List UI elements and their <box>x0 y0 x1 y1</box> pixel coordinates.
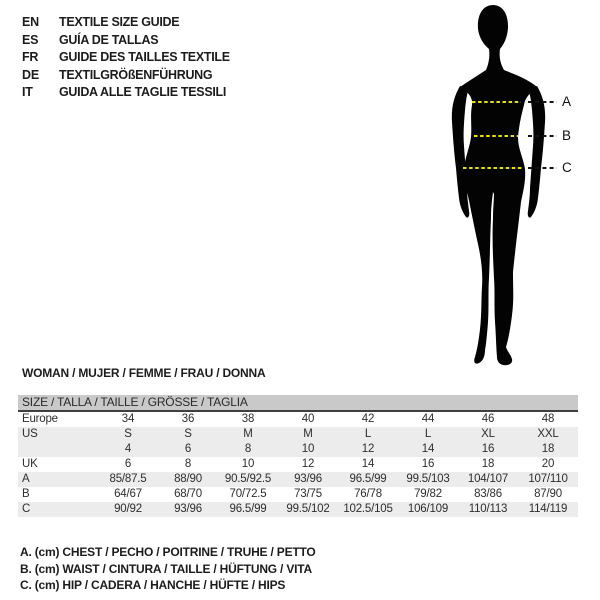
size-cell: 87/90 <box>534 488 562 500</box>
language-code: EN <box>22 15 39 29</box>
size-table-header: SIZE / TALLA / TAILLE / GRÖSSE / TAGLIA <box>18 395 578 412</box>
language-code: FR <box>22 50 39 64</box>
woman-silhouette <box>440 0 600 375</box>
size-cell: 114/119 <box>528 503 568 515</box>
hip-measure-label: C <box>562 160 572 175</box>
size-cell: 90/92 <box>114 503 142 515</box>
size-cell: 64/67 <box>114 488 142 500</box>
language-title: GUIDA ALLE TAGLIE TESSILI <box>59 85 227 99</box>
language-row <box>22 84 230 102</box>
language-title: TEXTILGRÖßENFÜHRUNG <box>59 67 213 82</box>
size-cell: 90.5/92.5 <box>224 473 272 485</box>
language-code: DE <box>22 67 39 82</box>
size-table-body <box>18 412 578 517</box>
size-cell: 93/96 <box>174 503 202 515</box>
silhouette-body <box>460 5 537 365</box>
row-label: Europe <box>22 413 58 425</box>
size-cell: 14 <box>421 443 435 455</box>
size-cell: 14 <box>361 458 375 470</box>
size-cell: 104/107 <box>467 473 509 485</box>
row-label: US <box>22 428 38 440</box>
measure-legend <box>20 544 316 594</box>
size-cell: 99.5/103 <box>406 473 450 485</box>
language-code: ES <box>22 32 39 47</box>
silhouette-left-arm <box>452 86 469 218</box>
row-label <box>18 442 98 457</box>
table-row <box>18 472 578 487</box>
language-title-block <box>22 14 230 102</box>
size-cell: 93/96 <box>294 473 322 485</box>
size-cell: 46 <box>481 413 495 425</box>
size-cell: 96.5/99 <box>229 503 267 515</box>
size-cell: 36 <box>181 413 195 425</box>
size-cell: 18 <box>541 443 555 455</box>
language-code: IT <box>22 85 33 99</box>
size-cell: 12 <box>301 458 315 470</box>
size-cell: L <box>424 428 432 440</box>
size-cell: XXL <box>537 428 559 440</box>
size-cell: 79/82 <box>414 488 442 500</box>
size-cell: 70/72.5 <box>229 488 267 500</box>
table-row <box>18 487 578 502</box>
language-title: GUIDE DES TAILLES TEXTILE <box>59 50 230 64</box>
language-row <box>22 32 230 50</box>
size-cell: 73/75 <box>294 488 322 500</box>
table-row <box>18 442 578 457</box>
size-table <box>18 395 578 517</box>
size-cell: 83/86 <box>474 488 502 500</box>
table-row <box>18 502 578 517</box>
size-cell: 107/110 <box>528 473 568 485</box>
language-row <box>22 67 230 85</box>
size-cell: 68/70 <box>174 488 202 500</box>
gender-section-title: WOMAN / MUJER / FEMME / FRAU / DONNA <box>22 366 266 380</box>
size-cell: 96.5/99 <box>349 473 387 485</box>
size-cell: S <box>124 428 132 440</box>
size-cell: XL <box>481 428 495 440</box>
size-cell: 10 <box>241 458 255 470</box>
size-cell: 4 <box>124 443 132 455</box>
size-cell: 88/90 <box>174 473 202 485</box>
chest-legend-line: A. (cm) CHEST / PECHO / POITRINE / TRUHE / PETTO <box>20 545 316 559</box>
size-cell: 85/87.5 <box>109 473 147 485</box>
size-cell: 106/109 <box>407 503 449 515</box>
size-cell: 40 <box>301 413 315 425</box>
size-cell: 18 <box>481 458 495 470</box>
size-cell: 12 <box>361 443 375 455</box>
waist-legend-line: B. (cm) WAIST / CINTURA / TAILLE / HÜFTUNG / VITA <box>20 561 312 576</box>
waist-measure-label: B <box>562 128 572 143</box>
size-cell: 6 <box>184 443 192 455</box>
size-cell: 76/78 <box>354 488 382 500</box>
table-row <box>18 427 578 442</box>
size-cell: 8 <box>184 458 192 470</box>
size-cell: S <box>184 428 192 440</box>
size-cell: 99.5/102 <box>286 503 330 515</box>
row-label: UK <box>22 458 38 470</box>
size-cell: 20 <box>541 458 555 470</box>
size-cell: 42 <box>361 413 375 425</box>
size-cell: 44 <box>421 413 435 425</box>
size-cell: L <box>364 428 372 440</box>
table-row <box>18 457 578 472</box>
language-row <box>22 49 230 67</box>
language-row <box>22 14 230 32</box>
size-cell: 10 <box>301 443 315 455</box>
row-label: B <box>22 488 30 500</box>
size-cell: 16 <box>421 458 435 470</box>
chest-measure-label: A <box>562 94 572 109</box>
language-title: TEXTILE SIZE GUIDE <box>59 15 180 29</box>
size-cell: 110/113 <box>468 503 508 515</box>
size-cell: 102.5/105 <box>343 503 393 515</box>
size-cell: 16 <box>481 443 495 455</box>
language-title: GUÍA DE TALLAS <box>59 32 159 47</box>
size-cell: M <box>303 428 313 440</box>
size-cell: 8 <box>244 443 252 455</box>
size-cell: 34 <box>121 413 135 425</box>
size-cell: M <box>243 428 253 440</box>
table-row <box>18 412 578 427</box>
size-cell: 6 <box>124 458 132 470</box>
row-label: A <box>22 473 30 485</box>
hip-legend-line: C. (cm) HIP / CADERA / HANCHE / HÜFTE / HIPS <box>20 578 286 592</box>
size-cell: 48 <box>541 413 555 425</box>
silhouette-right-arm <box>528 86 545 218</box>
row-label: C <box>22 503 31 515</box>
size-cell: 38 <box>241 413 255 425</box>
